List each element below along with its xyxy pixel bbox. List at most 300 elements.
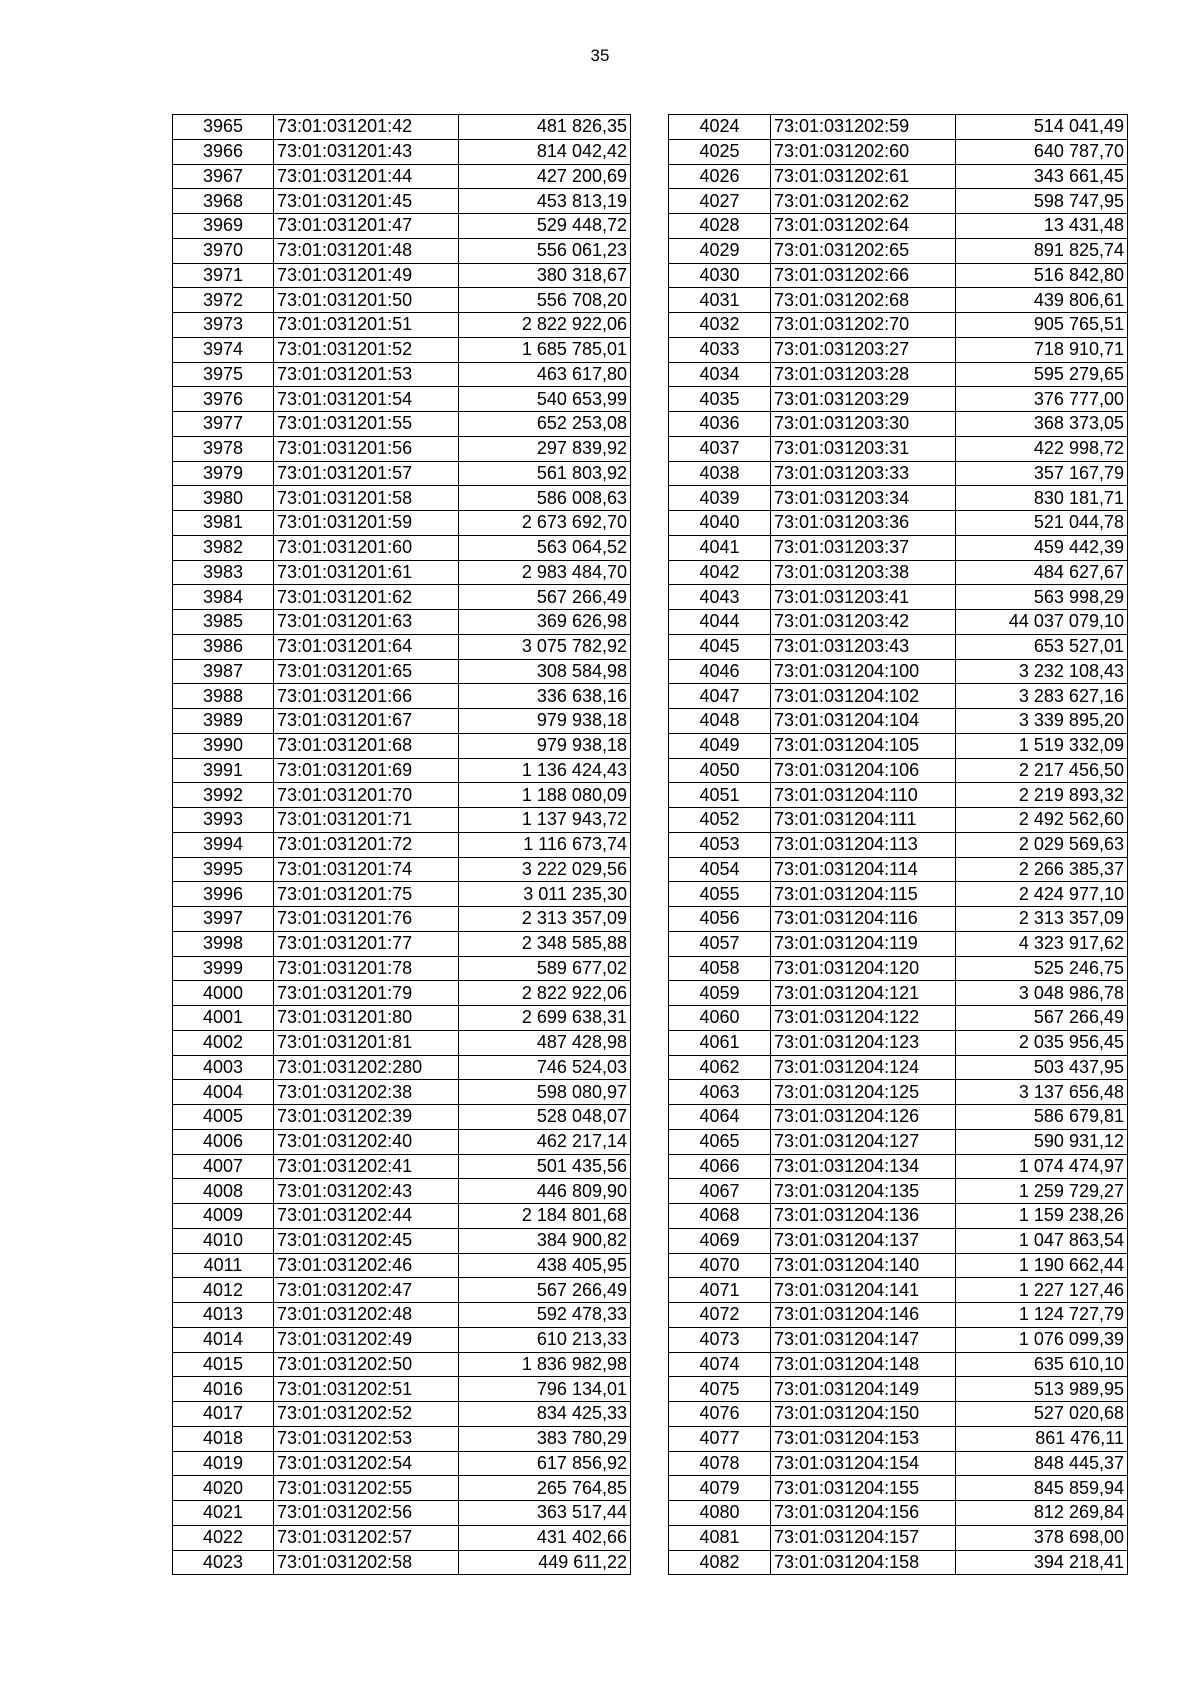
cadastral-number-cell: 73:01:031201:67	[274, 709, 459, 734]
value-cell: 527 020,68	[956, 1402, 1128, 1427]
cadastral-number-cell: 73:01:031201:45	[274, 189, 459, 214]
row-number-cell: 4073	[669, 1327, 771, 1352]
value-cell: 834 425,33	[459, 1402, 631, 1427]
row-number-cell: 4026	[669, 164, 771, 189]
table-row	[173, 362, 631, 387]
table-row	[669, 1154, 1128, 1179]
value-cell: 265 764,85	[459, 1476, 631, 1501]
table-row	[173, 758, 631, 783]
cadastral-number-cell: 73:01:031201:57	[274, 461, 459, 486]
cadastral-number-cell: 73:01:031204:146	[771, 1303, 956, 1328]
row-number-cell: 3998	[173, 931, 274, 956]
row-number-cell: 3974	[173, 337, 274, 362]
table-row	[669, 486, 1128, 511]
value-cell: 563 064,52	[459, 535, 631, 560]
table-row	[173, 1105, 631, 1130]
row-number-cell: 3981	[173, 511, 274, 536]
value-cell: 363 517,44	[459, 1501, 631, 1526]
value-cell: 3 011 235,30	[459, 882, 631, 907]
value-cell: 2 348 585,88	[459, 931, 631, 956]
cadastral-number-cell: 73:01:031202:60	[771, 139, 956, 164]
cadastral-number-cell: 73:01:031202:61	[771, 164, 956, 189]
value-cell: 556 061,23	[459, 238, 631, 263]
row-number-cell: 3984	[173, 585, 274, 610]
cadastral-number-cell: 73:01:031201:54	[274, 387, 459, 412]
value-cell: 598 080,97	[459, 1080, 631, 1105]
table-row	[173, 1129, 631, 1154]
table-row	[669, 1525, 1128, 1550]
value-cell: 635 610,10	[956, 1352, 1128, 1377]
cadastral-number-cell: 73:01:031204:154	[771, 1451, 956, 1476]
table-row	[669, 214, 1128, 239]
value-cell: 4 323 917,62	[956, 931, 1128, 956]
cadastral-number-cell: 73:01:031202:47	[274, 1278, 459, 1303]
row-number-cell: 4080	[669, 1501, 771, 1526]
row-number-cell: 4015	[173, 1352, 274, 1377]
table-row	[669, 1278, 1128, 1303]
row-number-cell: 3992	[173, 783, 274, 808]
page-number: 35	[590, 46, 610, 65]
value-cell: 589 677,02	[459, 956, 631, 981]
table-row	[669, 832, 1128, 857]
row-number-cell: 4016	[173, 1377, 274, 1402]
row-number-cell: 4062	[669, 1055, 771, 1080]
row-number-cell: 4061	[669, 1030, 771, 1055]
row-number-cell: 4029	[669, 238, 771, 263]
cadastral-number-cell: 73:01:031201:42	[274, 115, 459, 140]
value-cell: 297 839,92	[459, 436, 631, 461]
table-row	[173, 1303, 631, 1328]
cadastral-number-cell: 73:01:031202:59	[771, 115, 956, 140]
row-number-cell: 4035	[669, 387, 771, 412]
value-cell: 812 269,84	[956, 1501, 1128, 1526]
value-cell: 3 137 656,48	[956, 1080, 1128, 1105]
row-number-cell: 4045	[669, 634, 771, 659]
cadastral-number-cell: 73:01:031204:140	[771, 1253, 956, 1278]
row-number-cell: 3986	[173, 634, 274, 659]
cadastral-number-cell: 73:01:031202:51	[274, 1377, 459, 1402]
cadastral-number-cell: 73:01:031204:127	[771, 1129, 956, 1154]
row-number-cell: 4030	[669, 263, 771, 288]
value-cell: 567 266,49	[459, 1278, 631, 1303]
row-number-cell: 4036	[669, 412, 771, 437]
cadastral-number-cell: 73:01:031202:40	[274, 1129, 459, 1154]
cadastral-number-cell: 73:01:031204:134	[771, 1154, 956, 1179]
row-number-cell: 4041	[669, 535, 771, 560]
cadastral-number-cell: 73:01:031201:51	[274, 313, 459, 338]
cadastral-number-cell: 73:01:031203:31	[771, 436, 956, 461]
cadastral-table-left	[172, 114, 631, 1575]
table-row	[173, 1253, 631, 1278]
table-row	[173, 1030, 631, 1055]
cadastral-number-cell: 73:01:031203:30	[771, 412, 956, 437]
cadastral-number-cell: 73:01:031204:113	[771, 832, 956, 857]
value-cell: 521 044,78	[956, 511, 1128, 536]
row-number-cell: 4002	[173, 1030, 274, 1055]
table-row	[173, 189, 631, 214]
table-row	[669, 263, 1128, 288]
cadastral-number-cell: 73:01:031201:78	[274, 956, 459, 981]
row-number-cell: 3993	[173, 808, 274, 833]
table-row	[173, 1525, 631, 1550]
value-cell: 1 685 785,01	[459, 337, 631, 362]
value-cell: 1 159 238,26	[956, 1204, 1128, 1229]
table-row	[669, 1080, 1128, 1105]
row-number-cell: 4014	[173, 1327, 274, 1352]
value-cell: 463 617,80	[459, 362, 631, 387]
row-number-cell: 4008	[173, 1179, 274, 1204]
cadastral-number-cell: 73:01:031201:72	[274, 832, 459, 857]
value-cell: 487 428,98	[459, 1030, 631, 1055]
table-row	[173, 1426, 631, 1451]
row-number-cell: 4055	[669, 882, 771, 907]
cadastral-number-cell: 73:01:031203:29	[771, 387, 956, 412]
table-row	[669, 758, 1128, 783]
cadastral-number-cell: 73:01:031202:49	[274, 1327, 459, 1352]
row-number-cell: 4081	[669, 1525, 771, 1550]
table-row	[173, 882, 631, 907]
table-row	[173, 956, 631, 981]
cadastral-number-cell: 73:01:031201:68	[274, 733, 459, 758]
value-cell: 343 661,45	[956, 164, 1128, 189]
row-number-cell: 3991	[173, 758, 274, 783]
value-cell: 516 842,80	[956, 263, 1128, 288]
table-row	[669, 1451, 1128, 1476]
cadastral-number-cell: 73:01:031201:70	[274, 783, 459, 808]
value-cell: 1 116 673,74	[459, 832, 631, 857]
row-number-cell: 3979	[173, 461, 274, 486]
value-cell: 44 037 079,10	[956, 610, 1128, 635]
table-row	[173, 412, 631, 437]
row-number-cell: 4059	[669, 981, 771, 1006]
value-cell: 422 998,72	[956, 436, 1128, 461]
value-cell: 1 188 080,09	[459, 783, 631, 808]
cadastral-number-cell: 73:01:031202:55	[274, 1476, 459, 1501]
cadastral-number-cell: 73:01:031202:43	[274, 1179, 459, 1204]
row-number-cell: 4019	[173, 1451, 274, 1476]
table-row	[669, 1129, 1128, 1154]
cadastral-number-cell: 73:01:031202:58	[274, 1550, 459, 1575]
value-cell: 439 806,61	[956, 288, 1128, 313]
row-number-cell: 3983	[173, 560, 274, 585]
cadastral-number-cell: 73:01:031204:141	[771, 1278, 956, 1303]
cadastral-number-cell: 73:01:031204:119	[771, 931, 956, 956]
value-cell: 368 373,05	[956, 412, 1128, 437]
cadastral-number-cell: 73:01:031202:68	[771, 288, 956, 313]
cadastral-number-cell: 73:01:031201:47	[274, 214, 459, 239]
table-row	[173, 1550, 631, 1575]
value-cell: 845 859,94	[956, 1476, 1128, 1501]
table-row	[173, 709, 631, 734]
value-cell: 2 184 801,68	[459, 1204, 631, 1229]
cadastral-number-cell: 73:01:031201:79	[274, 981, 459, 1006]
row-number-cell: 4039	[669, 486, 771, 511]
value-cell: 2 822 922,06	[459, 313, 631, 338]
value-cell: 610 213,33	[459, 1327, 631, 1352]
table-row	[669, 1006, 1128, 1031]
cadastral-number-cell: 73:01:031202:53	[274, 1426, 459, 1451]
table-row	[173, 585, 631, 610]
table-row	[173, 832, 631, 857]
cadastral-number-cell: 73:01:031204:149	[771, 1377, 956, 1402]
table-row	[173, 387, 631, 412]
table-row	[669, 783, 1128, 808]
row-number-cell: 4031	[669, 288, 771, 313]
cadastral-number-cell: 73:01:031203:38	[771, 560, 956, 585]
table-row	[669, 1327, 1128, 1352]
row-number-cell: 3990	[173, 733, 274, 758]
table-row	[669, 1426, 1128, 1451]
row-number-cell: 3977	[173, 412, 274, 437]
table-row	[669, 1030, 1128, 1055]
value-cell: 1 136 424,43	[459, 758, 631, 783]
table-row	[173, 1476, 631, 1501]
value-cell: 905 765,51	[956, 313, 1128, 338]
cadastral-number-cell: 73:01:031201:81	[274, 1030, 459, 1055]
cadastral-number-cell: 73:01:031203:27	[771, 337, 956, 362]
row-number-cell: 4048	[669, 709, 771, 734]
cadastral-number-cell: 73:01:031204:115	[771, 882, 956, 907]
value-cell: 2 673 692,70	[459, 511, 631, 536]
cadastral-number-cell: 73:01:031201:74	[274, 857, 459, 882]
table-row	[669, 659, 1128, 684]
table-row	[173, 214, 631, 239]
row-number-cell: 4069	[669, 1228, 771, 1253]
cadastral-number-cell: 73:01:031203:36	[771, 511, 956, 536]
value-cell: 1 137 943,72	[459, 808, 631, 833]
row-number-cell: 4079	[669, 1476, 771, 1501]
cadastral-number-cell: 73:01:031201:43	[274, 139, 459, 164]
table-row	[669, 1253, 1128, 1278]
value-cell: 376 777,00	[956, 387, 1128, 412]
value-cell: 2 313 357,09	[459, 907, 631, 932]
cadastral-number-cell: 73:01:031202:280	[274, 1055, 459, 1080]
cadastral-number-cell: 73:01:031202:44	[274, 1204, 459, 1229]
table-row	[669, 1550, 1128, 1575]
row-number-cell: 4022	[173, 1525, 274, 1550]
value-cell: 525 246,75	[956, 956, 1128, 981]
value-cell: 453 813,19	[459, 189, 631, 214]
row-number-cell: 3976	[173, 387, 274, 412]
value-cell: 394 218,41	[956, 1550, 1128, 1575]
cadastral-number-cell: 73:01:031204:156	[771, 1501, 956, 1526]
value-cell: 357 167,79	[956, 461, 1128, 486]
row-number-cell: 4020	[173, 1476, 274, 1501]
value-cell: 336 638,16	[459, 684, 631, 709]
table-row	[669, 337, 1128, 362]
row-number-cell: 3987	[173, 659, 274, 684]
row-number-cell: 4060	[669, 1006, 771, 1031]
table-row	[669, 288, 1128, 313]
row-number-cell: 4053	[669, 832, 771, 857]
cadastral-number-cell: 73:01:031202:54	[274, 1451, 459, 1476]
value-cell: 528 048,07	[459, 1105, 631, 1130]
row-number-cell: 4072	[669, 1303, 771, 1328]
value-cell: 556 708,20	[459, 288, 631, 313]
value-cell: 2 313 357,09	[956, 907, 1128, 932]
table-row	[669, 956, 1128, 981]
row-number-cell: 4006	[173, 1129, 274, 1154]
row-number-cell: 3971	[173, 263, 274, 288]
cadastral-number-cell: 73:01:031201:75	[274, 882, 459, 907]
cadastral-number-cell: 73:01:031201:62	[274, 585, 459, 610]
cadastral-number-cell: 73:01:031201:60	[274, 535, 459, 560]
table-row	[669, 634, 1128, 659]
row-number-cell: 4065	[669, 1129, 771, 1154]
table-row	[669, 882, 1128, 907]
cadastral-number-cell: 73:01:031204:150	[771, 1402, 956, 1427]
cadastral-number-cell: 73:01:031201:58	[274, 486, 459, 511]
cadastral-number-cell: 73:01:031204:136	[771, 1204, 956, 1229]
table-row	[173, 857, 631, 882]
table-row	[669, 1402, 1128, 1427]
table-row	[173, 1154, 631, 1179]
table-row	[173, 808, 631, 833]
value-cell: 653 527,01	[956, 634, 1128, 659]
value-cell: 595 279,65	[956, 362, 1128, 387]
table-row	[669, 535, 1128, 560]
value-cell: 3 283 627,16	[956, 684, 1128, 709]
row-number-cell: 3997	[173, 907, 274, 932]
row-number-cell: 3973	[173, 313, 274, 338]
value-cell: 427 200,69	[459, 164, 631, 189]
cadastral-number-cell: 73:01:031201:66	[274, 684, 459, 709]
value-cell: 640 787,70	[956, 139, 1128, 164]
value-cell: 1 519 332,09	[956, 733, 1128, 758]
table-row	[669, 709, 1128, 734]
row-number-cell: 3969	[173, 214, 274, 239]
cadastral-number-cell: 73:01:031201:56	[274, 436, 459, 461]
cadastral-number-cell: 73:01:031203:28	[771, 362, 956, 387]
row-number-cell: 4052	[669, 808, 771, 833]
table-row	[173, 164, 631, 189]
table-row	[669, 238, 1128, 263]
row-number-cell: 3978	[173, 436, 274, 461]
table-row	[669, 511, 1128, 536]
cadastral-number-cell: 73:01:031203:34	[771, 486, 956, 511]
row-number-cell: 3980	[173, 486, 274, 511]
cadastral-number-cell: 73:01:031204:105	[771, 733, 956, 758]
value-cell: 2 035 956,45	[956, 1030, 1128, 1055]
row-number-cell: 4038	[669, 461, 771, 486]
table-row	[173, 907, 631, 932]
cadastral-number-cell: 73:01:031204:121	[771, 981, 956, 1006]
table-row	[173, 659, 631, 684]
value-cell: 979 938,18	[459, 733, 631, 758]
value-cell: 431 402,66	[459, 1525, 631, 1550]
cadastral-number-cell: 73:01:031201:49	[274, 263, 459, 288]
value-cell: 563 998,29	[956, 585, 1128, 610]
value-cell: 586 679,81	[956, 1105, 1128, 1130]
value-cell: 481 826,35	[459, 115, 631, 140]
table-row	[669, 560, 1128, 585]
row-number-cell: 4046	[669, 659, 771, 684]
cadastral-number-cell: 73:01:031204:125	[771, 1080, 956, 1105]
row-number-cell: 3989	[173, 709, 274, 734]
cadastral-number-cell: 73:01:031204:123	[771, 1030, 956, 1055]
cadastral-number-cell: 73:01:031204:126	[771, 1105, 956, 1130]
table-row	[669, 1055, 1128, 1080]
table-row	[669, 1303, 1128, 1328]
table-row	[173, 560, 631, 585]
row-number-cell: 3994	[173, 832, 274, 857]
value-cell: 598 747,95	[956, 189, 1128, 214]
table-row	[173, 313, 631, 338]
row-number-cell: 4037	[669, 436, 771, 461]
row-number-cell: 4010	[173, 1228, 274, 1253]
row-number-cell: 4032	[669, 313, 771, 338]
value-cell: 592 478,33	[459, 1303, 631, 1328]
table-row	[173, 238, 631, 263]
cadastral-number-cell: 73:01:031204:147	[771, 1327, 956, 1352]
table-row	[669, 1204, 1128, 1229]
value-cell: 746 524,03	[459, 1055, 631, 1080]
value-cell: 861 476,11	[956, 1426, 1128, 1451]
value-cell: 3 048 986,78	[956, 981, 1128, 1006]
row-number-cell: 4049	[669, 733, 771, 758]
value-cell: 369 626,98	[459, 610, 631, 635]
cadastral-number-cell: 73:01:031204:104	[771, 709, 956, 734]
row-number-cell: 4013	[173, 1303, 274, 1328]
row-number-cell: 4007	[173, 1154, 274, 1179]
row-number-cell: 4078	[669, 1451, 771, 1476]
value-cell: 2 217 456,50	[956, 758, 1128, 783]
row-number-cell: 4054	[669, 857, 771, 882]
table-row	[173, 486, 631, 511]
value-cell: 3 339 895,20	[956, 709, 1128, 734]
cadastral-number-cell: 73:01:031201:44	[274, 164, 459, 189]
value-cell: 383 780,29	[459, 1426, 631, 1451]
table-row	[173, 1327, 631, 1352]
cadastral-number-cell: 73:01:031204:114	[771, 857, 956, 882]
value-cell: 891 825,74	[956, 238, 1128, 263]
row-number-cell: 4068	[669, 1204, 771, 1229]
cadastral-number-cell: 73:01:031202:39	[274, 1105, 459, 1130]
cadastral-number-cell: 73:01:031203:43	[771, 634, 956, 659]
value-cell: 1 074 474,97	[956, 1154, 1128, 1179]
table-row	[173, 1451, 631, 1476]
value-cell: 2 219 893,32	[956, 783, 1128, 808]
value-cell: 1 190 662,44	[956, 1253, 1128, 1278]
row-number-cell: 4044	[669, 610, 771, 635]
cadastral-number-cell: 73:01:031204:158	[771, 1550, 956, 1575]
table-row	[669, 1352, 1128, 1377]
table-row	[173, 511, 631, 536]
value-cell: 718 910,71	[956, 337, 1128, 362]
row-number-cell: 4009	[173, 1204, 274, 1229]
row-number-cell: 3970	[173, 238, 274, 263]
value-cell: 3 232 108,43	[956, 659, 1128, 684]
row-number-cell: 4064	[669, 1105, 771, 1130]
table-row	[669, 164, 1128, 189]
cadastral-number-cell: 73:01:031202:70	[771, 313, 956, 338]
table-row	[173, 1278, 631, 1303]
cadastral-number-cell: 73:01:031201:52	[274, 337, 459, 362]
table-row	[669, 808, 1128, 833]
table-row	[173, 733, 631, 758]
table-row	[173, 634, 631, 659]
value-cell: 1 259 729,27	[956, 1179, 1128, 1204]
cadastral-number-cell: 73:01:031202:38	[274, 1080, 459, 1105]
cadastral-number-cell: 73:01:031202:56	[274, 1501, 459, 1526]
row-number-cell: 3972	[173, 288, 274, 313]
table-row	[669, 115, 1128, 140]
table-row	[173, 263, 631, 288]
table-row	[669, 857, 1128, 882]
value-cell: 459 442,39	[956, 535, 1128, 560]
cadastral-number-cell: 73:01:031201:50	[274, 288, 459, 313]
row-number-cell: 3968	[173, 189, 274, 214]
